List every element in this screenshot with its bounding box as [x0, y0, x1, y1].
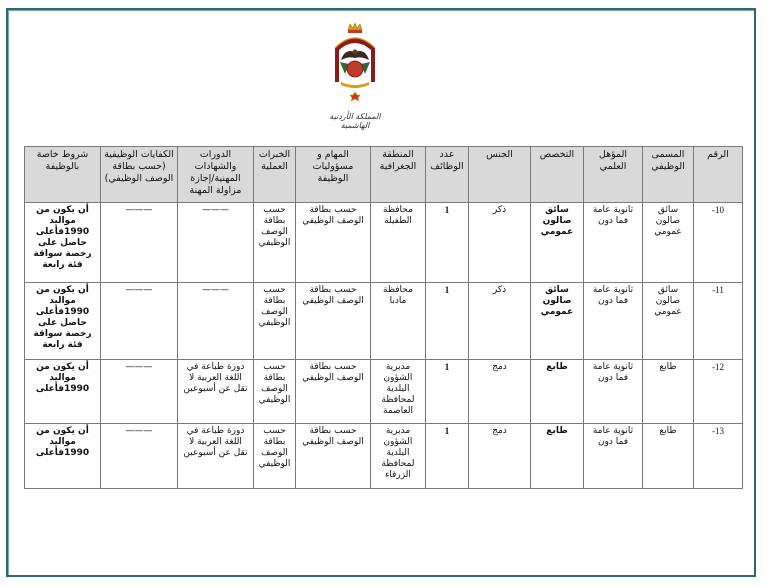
cell-courses: دورة طباعة في اللغة العربية لا تقل عن أسبوعين: [178, 360, 254, 424]
cell-competencies: ———: [101, 203, 178, 283]
cell-gender: دمج: [469, 424, 531, 489]
col-header-number: الرقم: [694, 147, 743, 203]
cell-gender: دمج: [469, 360, 531, 424]
cell-specialization: سائق صالون عمومي: [531, 203, 584, 283]
cell-number: -13: [694, 424, 743, 489]
cell-qualification: ثانوية عامة فما دون: [584, 424, 643, 489]
col-header-competencies: الكفايات الوظيفية (حسب بطاقة الوصف الوظيفي): [101, 147, 178, 203]
cell-specialization: طابع: [531, 424, 584, 489]
cell-count: 1: [426, 283, 469, 360]
cell-experience: حسب بطاقة الوصف الوظيفي: [254, 203, 296, 283]
cell-count: 1: [426, 203, 469, 283]
col-header-conditions: شروط خاصة بالوظيفة: [25, 147, 101, 203]
cell-title: سائق صالون عمومي: [643, 283, 694, 360]
cell-tasks: حسب بطاقة الوصف الوظيفي: [296, 203, 371, 283]
cell-gender: ذكر: [469, 283, 531, 360]
cell-experience: حسب بطاقة الوصف الوظيفي: [254, 283, 296, 360]
cell-specialization: طابع: [531, 360, 584, 424]
col-header-courses: الدورات والشهادات المهنية/إجازة مزاولة المهنة: [178, 147, 254, 203]
cell-qualification: ثانوية عامة فما دون: [584, 360, 643, 424]
cell-region: مديرية الشؤون البلدية لمحافظة الزرقاء: [371, 424, 426, 489]
col-header-title: المسمى الوظيفي: [643, 147, 694, 203]
cell-tasks: حسب بطاقة الوصف الوظيفي: [296, 360, 371, 424]
cell-experience: حسب بطاقة الوصف الوظيفي: [254, 360, 296, 424]
table-row: [25, 360, 743, 424]
cell-tasks: حسب بطاقة الوصف الوظيفي: [296, 283, 371, 360]
col-header-specialization: التخصص: [531, 147, 584, 203]
cell-courses: دورة طباعة في اللغة العربية لا تقل عن أسبوعين: [178, 424, 254, 489]
cell-competencies: ———: [101, 424, 178, 489]
cell-experience: حسب بطاقة الوصف الوظيفي: [254, 424, 296, 489]
table-row: [25, 424, 743, 489]
cell-title: سائق صالون عمومي: [643, 203, 694, 283]
cell-region: محافظة مادبا: [371, 283, 426, 360]
cell-region: محافظة الطفيلة: [371, 203, 426, 283]
table-header-row: [25, 147, 743, 203]
cell-tasks: حسب بطاقة الوصف الوظيفي: [296, 424, 371, 489]
cell-gender: ذكر: [469, 203, 531, 283]
table-row: [25, 203, 743, 283]
cell-count: 1: [426, 424, 469, 489]
cell-title: طابع: [643, 360, 694, 424]
cell-qualification: ثانوية عامة فما دون: [584, 203, 643, 283]
cell-courses: ———: [178, 203, 254, 283]
cell-number: -10: [694, 203, 743, 283]
cell-specialization: سائق صالون عمومي: [531, 283, 584, 360]
col-header-gender: الجنس: [469, 147, 531, 203]
cell-number: -11: [694, 283, 743, 360]
cell-conditions: أن يكون من مواليد 1990فأعلى: [25, 360, 101, 424]
col-header-experience: الخبرات العملية: [254, 147, 296, 203]
cell-competencies: ———: [101, 360, 178, 424]
cell-courses: ———: [178, 283, 254, 360]
cell-title: طابع: [643, 424, 694, 489]
table-row: [25, 283, 743, 360]
col-header-qualification: المؤهل العلمي: [584, 147, 643, 203]
col-header-tasks: المهام و مسؤوليات الوظيفة: [296, 147, 371, 203]
cell-number: -12: [694, 360, 743, 424]
cell-qualification: ثانوية عامة فما دون: [584, 283, 643, 360]
col-header-count: عدد الوظائف: [426, 147, 469, 203]
col-header-region: المنطقة الجغرافية: [371, 147, 426, 203]
coat-of-arms-icon: [331, 22, 379, 104]
kingdom-name-calligraphy: المملكة الأردنية الهاشمية: [329, 112, 381, 130]
jobs-table: [24, 146, 743, 489]
cell-region: مديرية الشؤون البلدية لمحافظة العاصمة: [371, 360, 426, 424]
cell-competencies: ———: [101, 283, 178, 360]
cell-count: 1: [426, 360, 469, 424]
cell-conditions: أن يكون من مواليد 1990فأعلى حاصل على رخصة سواقة فئة رابعة: [25, 283, 101, 360]
cell-conditions: أن يكون من مواليد 1990فأعلى: [25, 424, 101, 489]
cell-conditions: أن يكون من مواليد 1990فأعلى حاصل على رخصة سواقة فئة رابعة: [25, 203, 101, 283]
